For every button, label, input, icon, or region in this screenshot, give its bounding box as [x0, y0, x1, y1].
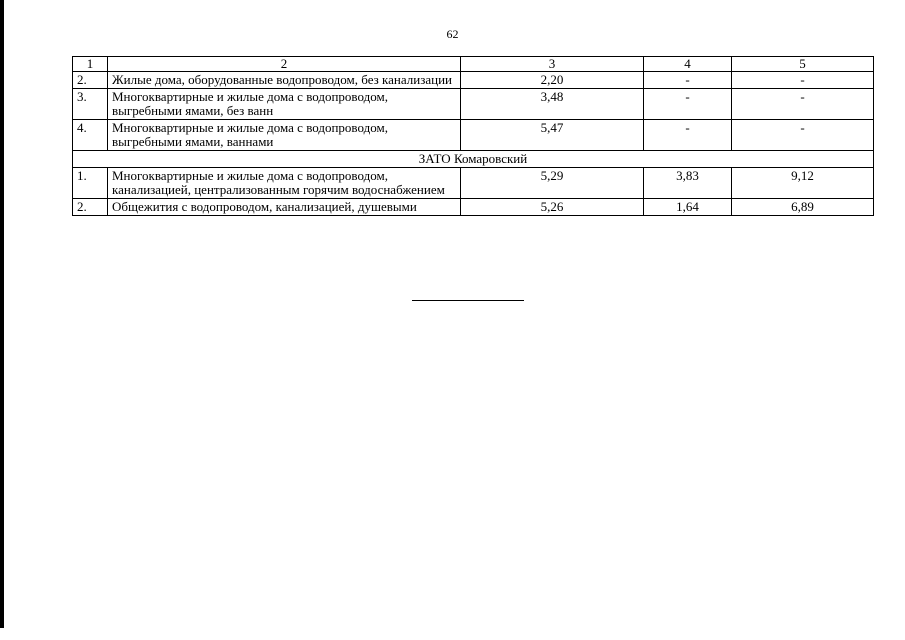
- page-edge-bar: [0, 0, 4, 628]
- page-number: 62: [446, 27, 459, 41]
- row-value-3: 5,29: [461, 168, 644, 199]
- row-description: Жилые дома, оборудованные водопроводом, без канализации: [108, 72, 461, 89]
- row-value-3: 2,20: [461, 72, 644, 89]
- table-row: [73, 199, 874, 216]
- row-value-3: 5,26: [461, 199, 644, 216]
- header-cell: 3: [461, 57, 644, 72]
- row-value-4: -: [644, 89, 732, 120]
- table-row: [73, 168, 874, 199]
- row-value-4: -: [644, 120, 732, 151]
- section-title: ЗАТО Комаровский: [73, 151, 874, 168]
- header-cell: 2: [108, 57, 461, 72]
- end-rule: [412, 300, 524, 301]
- row-value-5: -: [732, 72, 874, 89]
- tariff-table: [72, 56, 874, 216]
- row-value-4: 3,83: [644, 168, 732, 199]
- row-description: Общежития с водопроводом, канализацией, душевыми: [108, 199, 461, 216]
- row-number: 2.: [73, 199, 108, 216]
- row-value-5: 9,12: [732, 168, 874, 199]
- row-value-4: -: [644, 72, 732, 89]
- table-header-row: [73, 57, 874, 72]
- row-description: Многоквартирные и жилые дома с водопроводом, канализацией, централизованным горячим водоснабжением: [108, 168, 461, 199]
- header-cell: 1: [73, 57, 108, 72]
- table-row: [73, 72, 874, 89]
- row-value-4: 1,64: [644, 199, 732, 216]
- row-number: 2.: [73, 72, 108, 89]
- row-number: 3.: [73, 89, 108, 120]
- row-value-3: 3,48: [461, 89, 644, 120]
- table-row: [73, 120, 874, 151]
- row-value-3: 5,47: [461, 120, 644, 151]
- section-row: [73, 151, 874, 168]
- row-value-5: 6,89: [732, 199, 874, 216]
- row-description: Многоквартирные и жилые дома с водопроводом, выгребными ямами, ваннами: [108, 120, 461, 151]
- row-number: 4.: [73, 120, 108, 151]
- row-description: Многоквартирные и жилые дома с водопроводом, выгребными ямами, без ванн: [108, 89, 461, 120]
- row-value-5: -: [732, 89, 874, 120]
- row-value-5: -: [732, 120, 874, 151]
- header-cell: 4: [644, 57, 732, 72]
- header-cell: 5: [732, 57, 874, 72]
- table-row: [73, 89, 874, 120]
- row-number: 1.: [73, 168, 108, 199]
